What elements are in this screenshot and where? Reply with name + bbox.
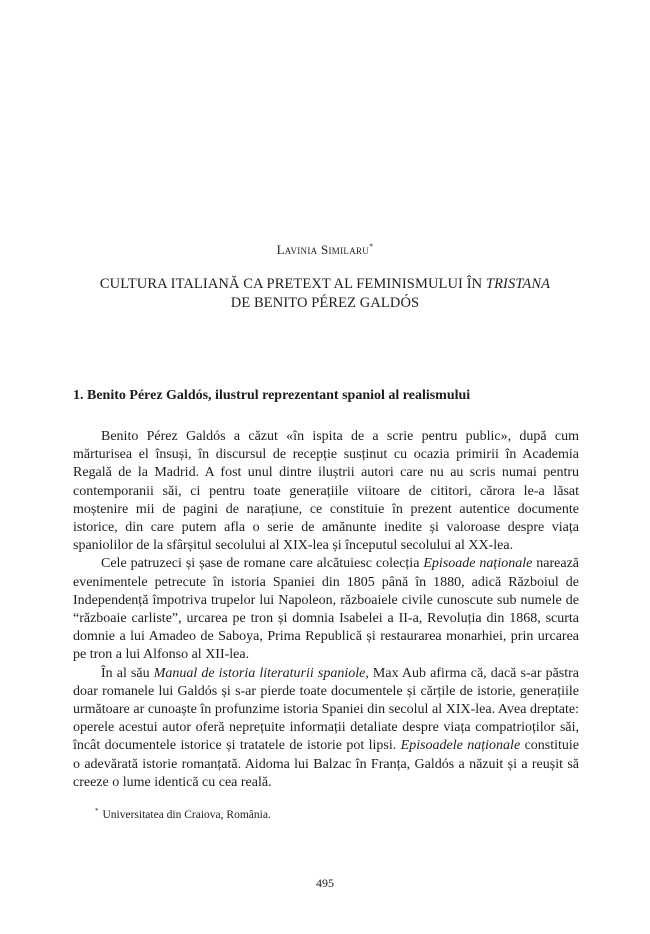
footnote-marker: * [95,807,99,816]
paragraph-2-italic: Episoade naționale [423,556,533,572]
body-text [73,428,579,792]
title-line2-text: DE BENITO PÉREZ GALDÓS [230,295,420,311]
author-line [0,242,650,258]
paragraph-3-part-a: În al său [101,665,154,681]
footnote [95,808,575,822]
paragraph-1: Benito Pérez Galdós a căzut «în ispita de a scrie pentru public», după cum mărturisea el însuși, în discursul de recepție susținut cu ocazia primirii în Academia Regală de la Madrid. A fost unul dintre iluștrii autori care nu au scris numai pentru contemporanii săi, ci pentru toate generațiile viitoare de cititori, cărora le-a lăsat moștenire mii de pagini de narațiune, ce constituie în prezent autentice documente istorice, din care putem afla o serie de amănunte inedite și valoroase despre viața spaniolilor de la sfârșitul secolului al XIX-lea și începutul secolului al XX-lea. [73,429,579,554]
paragraph-3-italic-2: Episoadele naționale [400,738,521,754]
paragraph-3 [73,665,579,792]
author-name: Lavinia Similaru [276,242,370,257]
section-heading: 1. Benito Pérez Galdós, ilustrul reprezentant spaniol al realismului [73,388,471,403]
title-italic-work: TRISTANA [485,276,551,292]
paragraph-2-part-b: narează evenimentele petrecute în istoria Spaniei din 1805 până în 1880, adică Războiul de Independență împotriva trupelor lui Napoleon, războaiele civile cunoscute sub numele de “războaie carliste”, urcarea pe tron și domnia Isabelei a II-a, Revoluția din 1868, scurta domnie a lui Amadeo de Saboya, Prima Republică și restaurarea monarhiei, prin urcarea pe tron a lui Alfonso al XII-lea. [73,556,579,663]
author-footnote-marker: * [369,242,374,251]
footnote-text: Universitatea din Craiova, România. [102,809,271,821]
page-number: 495 [316,876,334,890]
title-line1-text: CULTURA ITALIANĂ CA PRETEXT AL FEMINISMULUI ÎN [99,276,486,292]
paragraph-3-part-c: constituie o adevărată istorie romanțată. Aidoma lui Balzac în Franța, Galdós a năzuit și a reușit să creeze o lume identică cu cea reală. [73,738,580,790]
paragraph-2 [73,555,579,664]
paragraph-3-part-b: , Max Aub afirma că, dacă s-ar păstra doar romanele lui Galdós și s-ar pierde toate documentele și cărțile de istorie, generațiile următoare ar cunoaște în profunzime istoria Spaniei din secolul al XIX-lea. Avea dreptate: operele acestui autor oferă neprețuite informații detaliate despre viața compatrioților săi, încât documentele istorice și tratatele de istorie pot lipsi. [73,665,579,754]
paragraph-2-part-a: Cele patruzeci și șase de romane care alcătuiesc colecția [101,556,424,572]
paragraph-3-italic-1: Manual de istoria literaturii spaniole [153,665,366,681]
article-title [60,275,590,313]
